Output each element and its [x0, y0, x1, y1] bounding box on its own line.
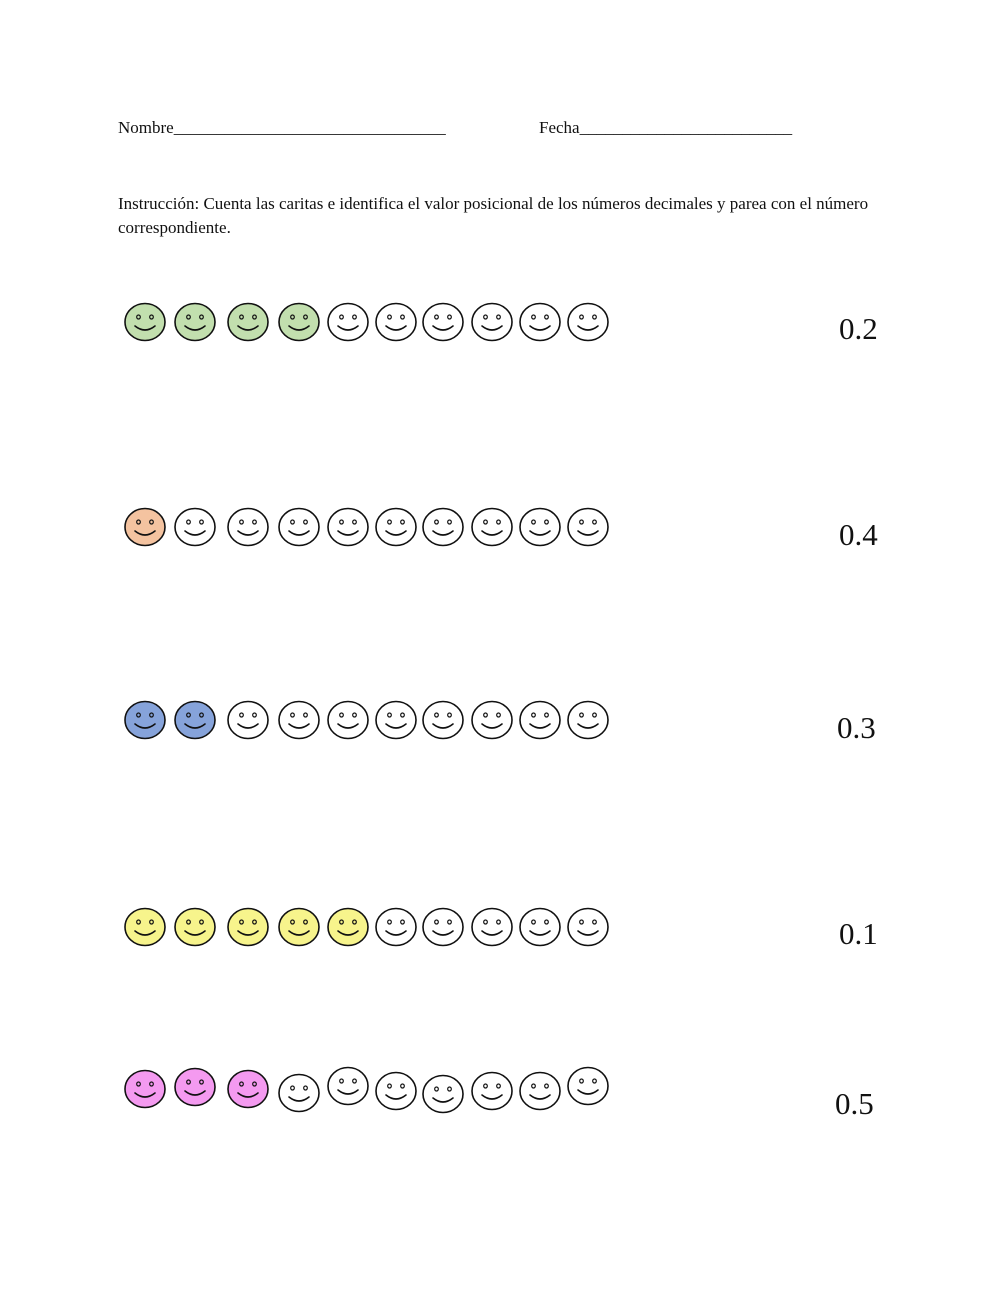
smiley-face-icon-colored	[123, 505, 167, 549]
smiley-face-icon-blank	[374, 505, 418, 549]
faces-group	[0, 1065, 620, 1125]
faces-group	[0, 503, 620, 563]
smiley-face-icon-blank	[518, 905, 562, 949]
smiley-face-icon-blank	[277, 505, 321, 549]
smiley-face-icon-blank	[518, 505, 562, 549]
smiley-face-icon-colored	[173, 905, 217, 949]
smiley-face-icon-blank	[277, 1071, 321, 1115]
smiley-face-icon-blank	[326, 300, 370, 344]
smiley-face-icon-colored	[173, 300, 217, 344]
smiley-face-icon-blank	[421, 505, 465, 549]
smiley-face-icon-blank	[518, 300, 562, 344]
smiley-face-icon-blank	[470, 300, 514, 344]
smiley-face-icon-blank	[173, 505, 217, 549]
decimal-option[interactable]: 0.5	[835, 1086, 874, 1121]
fecha-field[interactable]: Fecha_________________________	[539, 118, 793, 137]
smiley-face-icon-colored	[277, 905, 321, 949]
smiley-face-icon-blank	[566, 698, 610, 742]
smiley-face-icon-blank	[518, 698, 562, 742]
decimal-option[interactable]: 0.2	[839, 311, 878, 346]
smiley-face-icon-colored	[226, 905, 270, 949]
smiley-face-icon-colored	[123, 698, 167, 742]
smiley-face-icon-blank	[374, 1069, 418, 1113]
smiley-face-icon-blank	[421, 905, 465, 949]
faces-group	[0, 903, 620, 963]
smiley-face-icon-blank	[566, 505, 610, 549]
smiley-face-icon-colored	[326, 905, 370, 949]
smiley-face-icon-blank	[277, 698, 321, 742]
smiley-face-icon-blank	[470, 698, 514, 742]
smiley-face-icon-blank	[470, 905, 514, 949]
nombre-field[interactable]: Nombre________________________________	[118, 118, 446, 137]
smiley-face-icon-blank	[374, 698, 418, 742]
smiley-face-icon-colored	[123, 300, 167, 344]
smiley-face-icon-blank	[326, 505, 370, 549]
face-row-2	[0, 503, 1000, 563]
smiley-face-icon-colored	[277, 300, 321, 344]
decimal-option[interactable]: 0.4	[839, 517, 878, 552]
smiley-face-icon-blank	[374, 905, 418, 949]
smiley-face-icon-colored	[173, 698, 217, 742]
smiley-face-icon-colored	[226, 300, 270, 344]
smiley-face-icon-colored	[123, 905, 167, 949]
smiley-face-icon-colored	[226, 1067, 270, 1111]
face-row-3	[0, 696, 1000, 756]
smiley-face-icon-blank	[226, 505, 270, 549]
smiley-face-icon-blank	[470, 1069, 514, 1113]
decimal-option[interactable]: 0.3	[837, 710, 876, 745]
faces-group	[0, 298, 620, 358]
smiley-face-icon-blank	[326, 698, 370, 742]
smiley-face-icon-blank	[470, 505, 514, 549]
smiley-face-icon-blank	[226, 698, 270, 742]
smiley-face-icon-colored	[123, 1067, 167, 1111]
smiley-face-icon-blank	[326, 1064, 370, 1108]
smiley-face-icon-blank	[374, 300, 418, 344]
smiley-face-icon-blank	[518, 1069, 562, 1113]
smiley-face-icon-blank	[421, 300, 465, 344]
smiley-face-icon-blank	[566, 1064, 610, 1108]
faces-group	[0, 696, 620, 756]
smiley-face-icon-blank	[421, 698, 465, 742]
smiley-face-icon-blank	[566, 905, 610, 949]
smiley-face-icon-blank	[421, 1072, 465, 1116]
face-row-5	[0, 1065, 1000, 1125]
decimal-option[interactable]: 0.1	[839, 916, 878, 951]
smiley-face-icon-blank	[566, 300, 610, 344]
instruction-text: Instrucción: Cuenta las caritas e identifica el valor posicional de los números decimales y parea con el número correspondiente.	[118, 194, 869, 237]
face-row-4	[0, 903, 1000, 963]
face-row-1	[0, 298, 1000, 358]
smiley-face-icon-colored	[173, 1065, 217, 1109]
